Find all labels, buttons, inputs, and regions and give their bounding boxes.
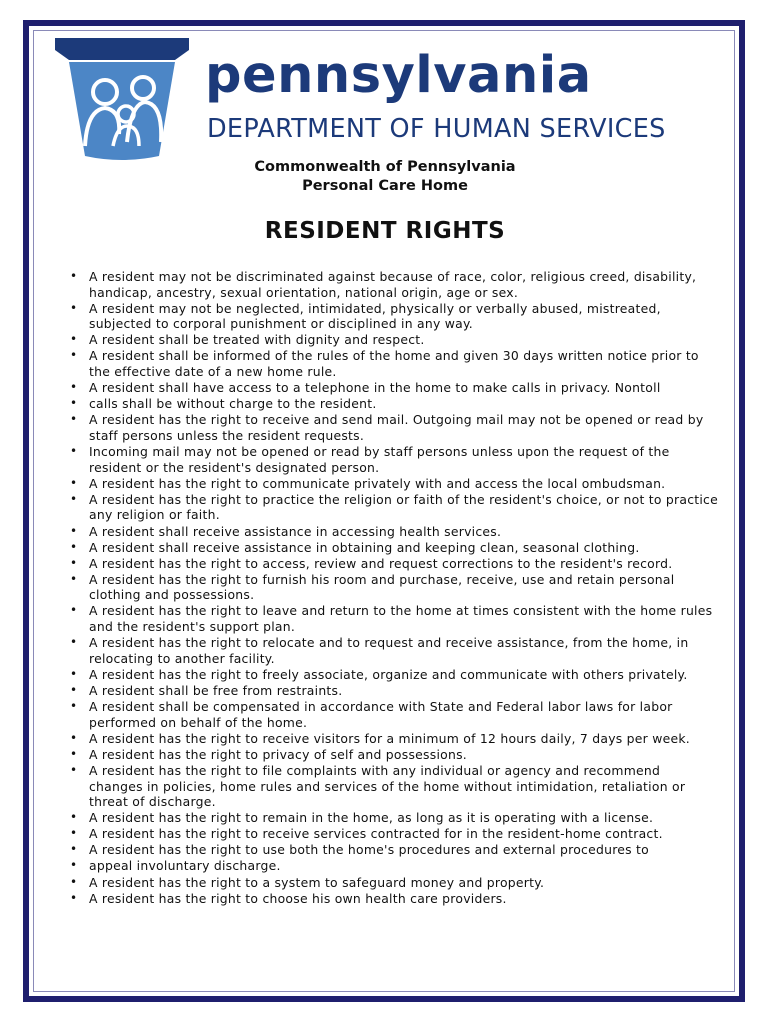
bullet-icon: • xyxy=(70,890,78,905)
bullet-icon: • xyxy=(70,475,78,490)
right-text: A resident has the right to receive services contracted for in the resident-home contract. xyxy=(89,826,663,842)
right-text: A resident has the right to file complaints with any individual or agency and recommend changes in policies, home rules and services of the home without intimidation, retaliation or threat of discharge. xyxy=(89,762,686,810)
department-name: DEPARTMENT OF HUMAN SERVICES xyxy=(207,114,666,144)
right-text: A resident has the right to receive and send mail. Outgoing mail may not be opened or read by staff persons unless the resident requests. xyxy=(89,412,704,443)
bullet-icon: • xyxy=(70,555,78,570)
right-text: A resident shall receive assistance in obtaining and keeping clean, seasonal clothing. xyxy=(89,539,640,555)
right-text: A resident shall be informed of the rules of the home and given 30 days written notice prior to the effective date of a new home rule. xyxy=(89,348,699,380)
bullet-icon: • xyxy=(70,539,78,554)
list-item xyxy=(68,891,718,907)
list-item xyxy=(68,332,718,348)
facility-type-heading: Personal Care Home xyxy=(302,178,468,194)
bullet-icon: • xyxy=(70,348,78,363)
right-text: A resident has the right to choose his own health care providers. xyxy=(89,890,507,906)
right-text: A resident has the right to privacy of self and possessions. xyxy=(89,746,467,762)
commonwealth-heading: Commonwealth of Pennsylvania xyxy=(254,159,516,175)
right-text: A resident has the right to relocate and to request and receive assistance, from the home, in relocating to another facility. xyxy=(89,635,689,666)
list-item xyxy=(68,763,718,810)
list-item xyxy=(68,524,718,540)
bullet-icon: • xyxy=(70,874,78,889)
bullet-icon: • xyxy=(70,730,78,745)
list-item xyxy=(68,603,718,634)
right-text: A resident has the right to remain in the home, as long as it is operating with a license. xyxy=(89,810,654,826)
bullet-icon: • xyxy=(70,300,78,315)
list-item xyxy=(68,492,718,523)
list-item xyxy=(68,572,718,603)
bullet-icon: • xyxy=(70,762,78,777)
bullet-icon: • xyxy=(70,491,78,506)
bullet-icon: • xyxy=(70,746,78,761)
list-item xyxy=(68,699,718,730)
list-item xyxy=(68,683,718,699)
dhs-logo xyxy=(47,38,197,162)
list-item xyxy=(68,875,718,891)
list-item xyxy=(68,556,718,572)
list-item xyxy=(68,842,718,858)
right-text: A resident has the right to access, review and request corrections to the resident's record. xyxy=(89,555,673,571)
bullet-icon: • xyxy=(70,396,78,411)
right-text: Incoming mail may not be opened or read by staff persons unless upon the request of the resident or the resident's designated person. xyxy=(89,444,670,475)
bullet-icon: • xyxy=(70,635,78,650)
list-item xyxy=(68,858,718,874)
list-item xyxy=(68,380,718,396)
keystone-family-icon xyxy=(47,38,197,162)
right-text: A resident may not be neglected, intimidated, physically or verbally abused, mistreated, subjected to corporal punishment or disciplined in any way. xyxy=(89,300,661,332)
right-text: A resident has the right to leave and return to the home at times consistent with the home rules and the resident's support plan. xyxy=(89,603,713,635)
list-item xyxy=(68,444,718,475)
right-text: A resident has the right to use both the home's procedures and external procedures to xyxy=(89,842,649,858)
bullet-icon: • xyxy=(70,810,78,825)
bullet-icon: • xyxy=(70,571,78,586)
bullet-icon: • xyxy=(70,380,78,395)
right-text: A resident shall be free from restraints. xyxy=(89,682,343,698)
right-text: A resident has the right to furnish his room and purchase, receive, use and retain personal clothing and possessions. xyxy=(89,571,675,603)
org-name: pennsylvania xyxy=(205,46,592,105)
list-item xyxy=(68,412,718,443)
bullet-icon: • xyxy=(70,523,78,538)
list-item xyxy=(68,269,718,300)
list-item xyxy=(68,348,718,379)
bullet-icon: • xyxy=(70,666,78,681)
right-text: A resident has the right to freely associate, organize and communicate with others privately. xyxy=(89,666,688,682)
list-item xyxy=(68,540,718,556)
right-text: A resident has the right to a system to safeguard money and property. xyxy=(89,874,545,890)
list-item xyxy=(68,731,718,747)
right-text: calls shall be without charge to the resident. xyxy=(89,396,377,412)
bullet-icon: • xyxy=(70,699,78,714)
bullet-icon: • xyxy=(70,682,78,697)
right-text: A resident has the right to receive visitors for a minimum of 12 hours daily, 7 days per week. xyxy=(89,730,690,746)
list-item xyxy=(68,635,718,666)
right-text: A resident shall receive assistance in accessing health services. xyxy=(89,523,502,539)
bullet-icon: • xyxy=(70,842,78,857)
right-text: appeal involuntary discharge. xyxy=(89,858,281,874)
right-text: A resident has the right to communicate privately with and access the local ombudsman. xyxy=(89,475,666,491)
right-text: A resident shall be compensated in accordance with State and Federal labor laws for labor performed on behalf of the home. xyxy=(89,699,673,730)
rights-list xyxy=(68,269,718,907)
list-item xyxy=(68,476,718,492)
right-text: A resident may not be discriminated against because of race, color, religious creed, disability, handicap, ancestry, sexual orientation, national origin, age or sex. xyxy=(89,269,697,300)
list-item xyxy=(68,810,718,826)
bullet-icon: • xyxy=(70,826,78,841)
bullet-icon: • xyxy=(70,444,78,459)
list-item xyxy=(68,301,718,332)
bullet-icon: • xyxy=(70,858,78,873)
list-item xyxy=(68,396,718,412)
list-item xyxy=(68,667,718,683)
bullet-icon: • xyxy=(70,603,78,618)
list-item xyxy=(68,826,718,842)
list-item xyxy=(68,747,718,763)
right-text: A resident has the right to practice the religion or faith of the resident's choice, or not to practice any religion or faith. xyxy=(89,491,718,523)
right-text: A resident shall have access to a telephone in the home to make calls in privacy. Nontoll xyxy=(89,380,661,396)
right-text: A resident shall be treated with dignity and respect. xyxy=(89,332,425,348)
bullet-icon: • xyxy=(70,269,78,283)
bullet-icon: • xyxy=(70,412,78,427)
bullet-icon: • xyxy=(70,332,78,347)
document-title: RESIDENT RIGHTS xyxy=(264,218,506,244)
